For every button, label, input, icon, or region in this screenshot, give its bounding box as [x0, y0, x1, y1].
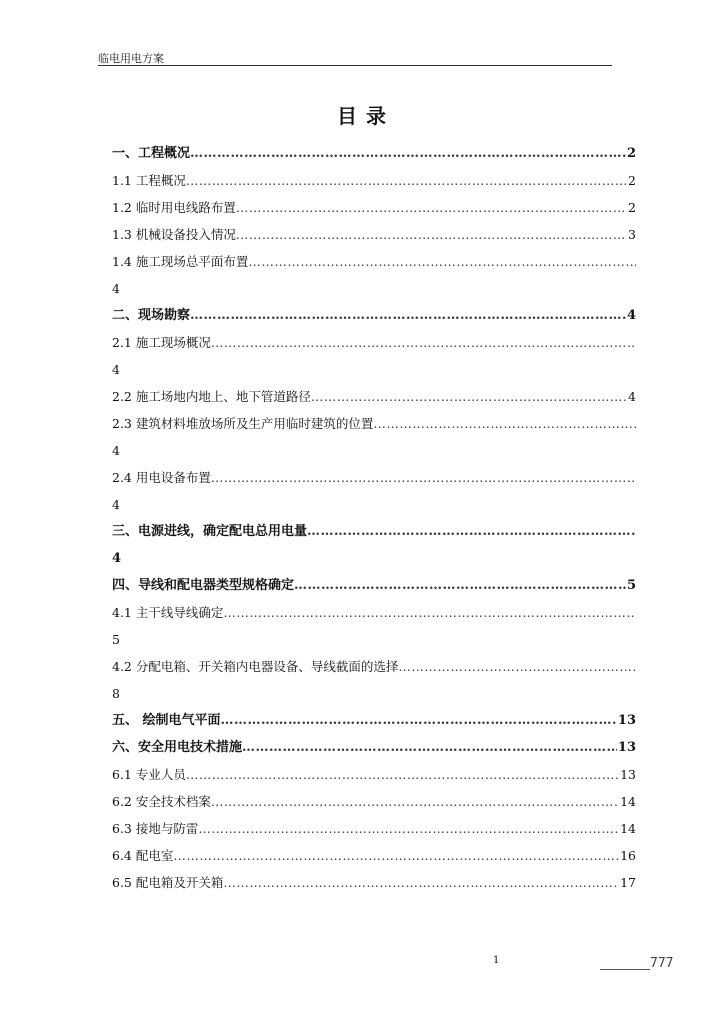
toc-entry[interactable]	[112, 599, 636, 626]
corner-glyph: 777	[650, 956, 674, 971]
toc-entry[interactable]	[112, 302, 636, 329]
toc-entry-label: 6.3 接地与防雷	[112, 821, 199, 836]
toc-leader-dots	[186, 761, 619, 788]
toc-entry-label: 6.2 安全技术档案	[112, 794, 211, 809]
toc-leader-dots	[211, 329, 636, 356]
toc-entry-page: 8	[112, 686, 120, 701]
toc-leader-dots	[248, 248, 636, 275]
toc-entry-line	[112, 815, 636, 842]
toc-entry-line	[112, 329, 636, 356]
toc-entry[interactable]	[112, 788, 636, 815]
toc-entry-label: 2.4 用电设备布置	[112, 470, 211, 485]
toc-entry-page: 4	[112, 443, 120, 458]
toc-entry[interactable]	[112, 464, 636, 491]
toc-entry[interactable]	[112, 761, 636, 788]
toc-entry-label: 2.3 建筑材料堆放场所及生产用临时建筑的位置	[112, 416, 374, 431]
toc-entry-page: 16	[620, 848, 636, 863]
header-rule	[98, 65, 612, 66]
toc-entry[interactable]	[112, 194, 636, 221]
toc-leader-dots	[173, 842, 619, 869]
toc-entry[interactable]	[112, 329, 636, 356]
toc-leader-dots	[294, 572, 626, 599]
toc-entry-line	[112, 383, 636, 410]
toc-entry-label: 6.1 专业人员	[112, 767, 186, 782]
toc-leader-dots	[211, 464, 636, 491]
toc-entry-page: 2	[626, 146, 636, 161]
toc-entry[interactable]	[112, 167, 636, 194]
toc-entry-line	[112, 842, 636, 869]
toc-leader-dots	[198, 815, 619, 842]
toc-entry-page: 14	[620, 821, 636, 836]
toc-entry-label: 1.4 施工现场总平面布置	[112, 254, 249, 269]
toc-entry-page: 4	[112, 281, 120, 296]
toc-entry-page: 5	[626, 578, 636, 593]
toc-entry[interactable]	[112, 734, 636, 761]
toc-entry-line	[112, 194, 636, 221]
toc-entry-line	[112, 167, 636, 194]
toc-leader-dots	[190, 302, 626, 329]
toc-entry-line	[112, 572, 636, 599]
toc-entry[interactable]	[112, 518, 636, 545]
toc-entry-page: 17	[620, 875, 636, 890]
toc-leader-dots	[311, 383, 627, 410]
toc-entry-line	[112, 788, 636, 815]
toc-entry-line	[112, 869, 636, 896]
toc-entry-label: 五、 绘制电气平面	[112, 713, 221, 728]
toc-entry-page: 14	[620, 794, 636, 809]
header-title: 临电用电方案	[98, 52, 164, 65]
toc-entry-label: 四、导线和配电器类型规格确定	[112, 578, 295, 593]
toc-entry-page: 2	[628, 173, 636, 188]
toc-leader-dots	[223, 599, 636, 626]
toc-entry-page: 13	[620, 767, 636, 782]
toc-leader-dots	[307, 518, 636, 545]
toc-entry-line	[112, 464, 636, 491]
toc-entry[interactable]	[112, 383, 636, 410]
toc-entry-label: 二、现场勘察	[112, 308, 191, 323]
toc-entry-line	[112, 707, 636, 734]
toc-entry-label: 6.5 配电箱及开关箱	[112, 875, 224, 890]
toc-entry-page: 2	[628, 200, 636, 215]
toc-entry[interactable]	[112, 842, 636, 869]
toc-entry-line	[112, 653, 636, 680]
table-of-contents	[112, 140, 636, 896]
toc-entry-label: 4.1 主干线导线确定	[112, 605, 224, 620]
toc-entry-page: 13	[617, 740, 636, 755]
toc-leader-dots	[398, 653, 636, 680]
toc-entry-label: 一、工程概况	[112, 146, 191, 161]
toc-entry-page: 4	[626, 308, 636, 323]
toc-entry-label: 三、电源进线，确定配电总用电量	[112, 524, 308, 539]
toc-entry-page: 4	[112, 497, 120, 512]
toc-leader-dots	[186, 167, 627, 194]
toc-entry-page: 4	[112, 362, 120, 377]
toc-entry[interactable]	[112, 707, 636, 734]
toc-entry[interactable]	[112, 815, 636, 842]
toc-entry-page: 4	[112, 551, 122, 566]
toc-entry-label: 1.3 机械设备投入情况	[112, 227, 236, 242]
corner-rule	[600, 969, 650, 970]
toc-entry-label: 1.1 工程概况	[112, 173, 186, 188]
toc-entry-label: 2.2 施工场地内地上、地下管道路径	[112, 389, 311, 404]
toc-entry-line	[112, 302, 636, 329]
corner-mark	[600, 956, 674, 980]
toc-leader-dots	[236, 194, 627, 221]
toc-entry[interactable]	[112, 140, 636, 167]
toc-leader-dots	[221, 707, 617, 734]
toc-entry-page: 4	[628, 389, 636, 404]
toc-entry-line	[112, 248, 636, 275]
toc-entry-label: 6.4 配电室	[112, 848, 174, 863]
toc-entry-line	[112, 221, 636, 248]
toc-entry-page: 5	[112, 632, 120, 647]
toc-leader-dots	[211, 788, 619, 815]
toc-entry[interactable]	[112, 572, 636, 599]
toc-entry-line	[112, 599, 636, 626]
toc-leader-dots	[236, 221, 627, 248]
toc-leader-dots	[223, 869, 619, 896]
toc-entry-line	[112, 410, 636, 437]
toc-entry-label: 六、安全用电技术措施	[112, 740, 243, 755]
toc-entry[interactable]	[112, 869, 636, 896]
toc-entry-label: 1.2 临时用电线路布置	[112, 200, 236, 215]
toc-entry-line	[112, 518, 636, 545]
toc-leader-dots	[242, 734, 617, 761]
toc-entry-label: 4.2 分配电箱、开关箱内电器设备、导线截面的选择	[112, 659, 399, 674]
toc-entry[interactable]	[112, 248, 636, 275]
page-number: 1	[493, 955, 500, 966]
toc-entry[interactable]	[112, 410, 636, 437]
toc-entry-page: 3	[628, 227, 636, 242]
toc-entry-line	[112, 140, 636, 167]
toc-entry[interactable]	[112, 653, 636, 680]
toc-leader-dots	[373, 410, 636, 437]
toc-entry-line	[112, 734, 636, 761]
toc-entry[interactable]	[112, 221, 636, 248]
toc-entry-line	[112, 761, 636, 788]
toc-leader-dots	[190, 140, 626, 167]
toc-title: 目 录	[337, 104, 387, 128]
toc-entry-page: 13	[617, 713, 636, 728]
toc-entry-label: 2.1 施工现场概况	[112, 335, 211, 350]
